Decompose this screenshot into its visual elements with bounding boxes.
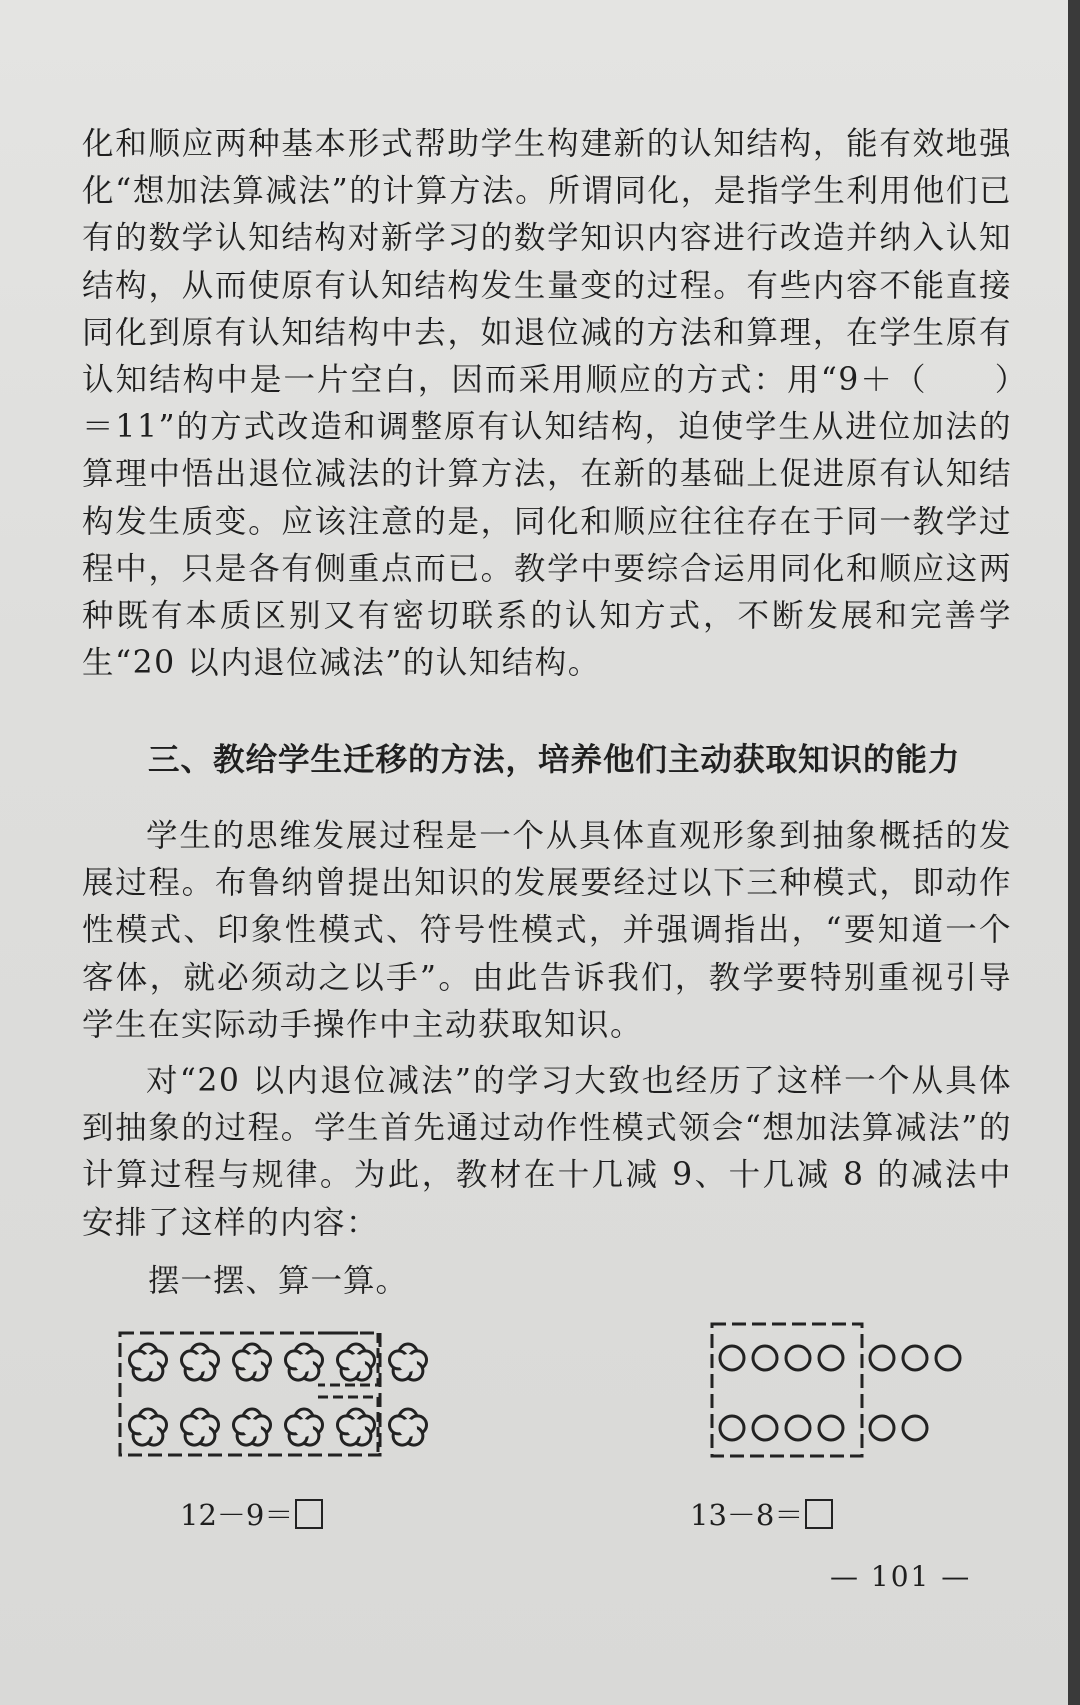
flower-figure [118, 1325, 458, 1475]
circle-icon [720, 1346, 744, 1370]
equation-left-text: 12－9＝ [180, 1498, 294, 1532]
circle-icon [936, 1346, 960, 1370]
answer-box-right [805, 1499, 833, 1529]
flower-icon [233, 1344, 270, 1380]
flower-icon [337, 1409, 374, 1445]
section-heading: 三、教给学生迁移的方法，培养他们主动获取知识的能力 [148, 742, 961, 778]
activity-caption: 摆一摆、算一算。 [148, 1263, 409, 1299]
paragraph-3: 对“20 以内退位减法”的学习大致也经历了这样一个从具体到抽象的过程。学生首先通过动作性模式领会“想加法算减法”的计算过程与规律。为此，教材在十几减 9、十几减 8 的减法中安排了这样的内容： [82, 1063, 1012, 1241]
answer-box-left [295, 1499, 323, 1529]
flower-icon [233, 1409, 270, 1445]
paragraph-2: 学生的思维发展过程是一个从具体直观形象到抽象概括的发展过程。布鲁纳曾提出知识的发展要经过以下三种模式，即动作性模式、印象性模式、符号性模式，并强调指出，“要知道一个客体，就必须动之以手”。由此告诉我们，教学要特别重视引导学生在实际动手操作中主动获取知识。 [82, 818, 1012, 1043]
flower-icon [129, 1344, 166, 1380]
circle-icon [870, 1346, 894, 1370]
equation-right-text: 13－8＝ [690, 1498, 804, 1532]
page-number: — 101 — [830, 1560, 972, 1593]
circle-icon [903, 1416, 927, 1440]
circle-icon [903, 1346, 927, 1370]
circle-icon [786, 1416, 810, 1440]
flower-icon [129, 1409, 166, 1445]
equation-right [690, 1493, 833, 1534]
circle-icon [819, 1416, 843, 1440]
circle-icon [870, 1416, 894, 1440]
circle-icon [753, 1416, 777, 1440]
flower-icon [389, 1409, 426, 1445]
circle-icon [753, 1346, 777, 1370]
flower-icon [389, 1344, 426, 1380]
equation-left [180, 1493, 323, 1534]
flower-icon [285, 1409, 322, 1445]
circle-icon [819, 1346, 843, 1370]
circle-icon [786, 1346, 810, 1370]
flower-icon [181, 1409, 218, 1445]
circle-figure [710, 1322, 1000, 1472]
flower-icon [285, 1344, 322, 1380]
flower-icon [337, 1344, 374, 1380]
paragraph-1: 化和顺应两种基本形式帮助学生构建新的认知结构，能有效地强化“想加法算减法”的计算方法。所谓同化，是指学生利用他们已有的数学认知结构对新学习的数学知识内容进行改造并纳入认知结构，从而使原有认知结构发生量变的过程。有些内容不能直接同化到原有认知结构中去，如退位减的方法和算理，在学生原有认知结构中是一片空白，因而采用顺应的方式：用“9＋（ ）＝11”的方式改造和调整原有认知结构，迫使学生从进位加法的算理中悟出退位减法的计算方法，在新的基础上促进原有认知结构发生质变。应该注意的是，同化和顺应往往存在于同一教学过程中，只是各有侧重点而已。教学中要综合运用同化和顺应这两种既有本质区别又有密切联系的认知方式，不断发展和完善学生“20 以内退位减法”的认知结构。 [82, 126, 1012, 682]
flower-icon [181, 1344, 218, 1380]
circle-icon [720, 1416, 744, 1440]
